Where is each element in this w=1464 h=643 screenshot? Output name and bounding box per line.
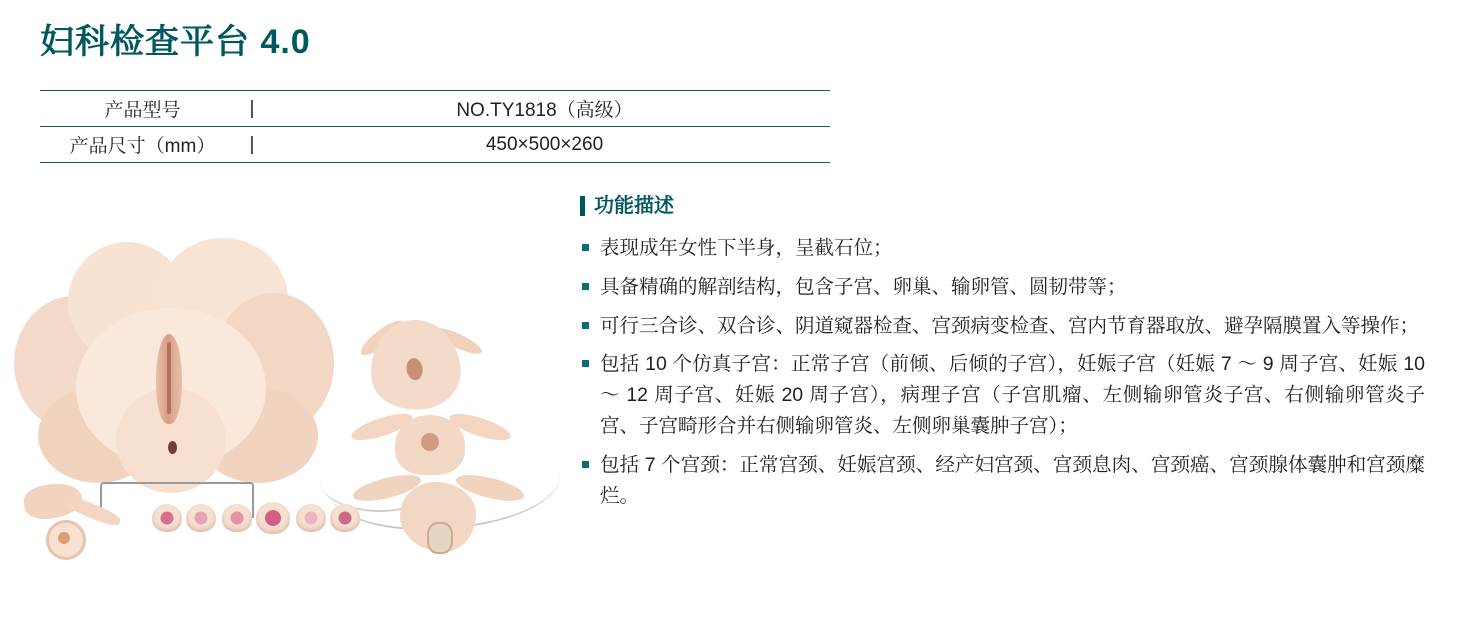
vulva-detail-icon bbox=[156, 334, 182, 424]
square-bullet-icon bbox=[582, 283, 589, 290]
cervix-model-icon bbox=[186, 504, 216, 532]
pelvic-model-icon bbox=[8, 238, 338, 488]
list-item-text: 具备精确的解剖结构，包含子宫、卵巢、输卵管、圆韧带等； bbox=[600, 275, 1127, 298]
table-row bbox=[40, 91, 830, 127]
cervix-model-icon bbox=[152, 504, 182, 532]
list-item bbox=[580, 233, 1425, 264]
list-item bbox=[580, 311, 1425, 342]
uterus-model-icon bbox=[400, 482, 476, 552]
square-bullet-icon bbox=[582, 360, 589, 367]
accessory-ring bbox=[46, 520, 86, 560]
accessory-module-icon bbox=[14, 478, 134, 568]
anus-detail-icon bbox=[168, 441, 177, 454]
product-illustration bbox=[0, 210, 580, 610]
cervix-model-icon bbox=[222, 504, 252, 532]
list-item-text: 包括 10 个仿真子宫：正常子宫（前倾、后倾的子宫），妊娠子宫（妊娠 7 ～ 9 周子宫、妊娠 10 ～ 12 周子宫、妊娠 20 周子宫），病理子宫（子宫肌瘤、左侧输卵管炎子宫、右侧输卵管炎子宫、子宫畸形合并右侧输卵管炎、左侧卵巢囊肿子宫）； bbox=[600, 353, 1425, 437]
spec-separator: | bbox=[245, 127, 259, 163]
cervix-model-icon bbox=[256, 502, 290, 534]
list-item-text: 包括 7 个宫颈：正常宫颈、妊娠宫颈、经产妇宫颈、宫颈息肉、宫颈癌、宫颈腺体囊肿和宫颈糜烂。 bbox=[600, 453, 1425, 507]
list-item bbox=[580, 272, 1425, 303]
uterus-model-icon bbox=[395, 415, 465, 475]
square-bullet-icon bbox=[582, 244, 589, 251]
spec-table bbox=[40, 90, 830, 163]
cervix-model-set bbox=[152, 500, 372, 540]
spec-separator: | bbox=[245, 91, 259, 127]
list-item bbox=[580, 349, 1425, 441]
feature-description-section bbox=[580, 193, 1425, 519]
features-heading: 功能描述 bbox=[580, 193, 1425, 219]
spec-value-model: NO.TY1818（高级） bbox=[259, 91, 830, 127]
list-item-text: 可行三合诊、双合诊、阴道窥器检查、宫颈病变检查、宫内节育器取放、避孕隔膜置入等操作； bbox=[600, 314, 1420, 337]
square-bullet-icon bbox=[582, 461, 589, 468]
square-bullet-icon bbox=[582, 322, 589, 329]
list-item bbox=[580, 450, 1425, 512]
table-row bbox=[40, 127, 830, 163]
spec-value-size: 450×500×260 bbox=[259, 127, 830, 163]
list-item-text: 表现成年女性下半身，呈截石位； bbox=[600, 237, 893, 259]
spec-label-model: 产品型号 bbox=[40, 91, 245, 127]
spec-label-size: 产品尺寸（mm） bbox=[40, 127, 245, 163]
cervix-model-icon bbox=[330, 504, 360, 532]
page-title: 妇科检查平台 4.0 bbox=[40, 23, 311, 61]
cervix-model-icon bbox=[296, 504, 326, 532]
